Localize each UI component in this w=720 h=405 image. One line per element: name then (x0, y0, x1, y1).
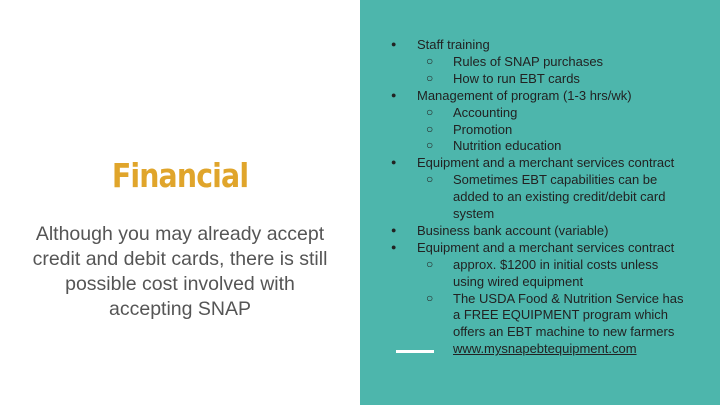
bullet-marker-hollow: ○ (426, 256, 434, 271)
bullet-marker-hollow: ○ (426, 70, 434, 85)
accent-bar (396, 350, 434, 353)
bullet-text: Sometimes EBT capabilities can be (453, 172, 658, 188)
bullet-marker-hollow: ○ (426, 104, 434, 119)
bullet-marker-hollow: ○ (426, 290, 434, 305)
bullet-marker-hollow: ○ (426, 138, 434, 153)
bullet-text: Equipment and a merchant services contract (417, 155, 675, 171)
bullet-text: Nutrition education (453, 138, 562, 154)
bullet-text: offers an EBT machine to new farmers (453, 324, 675, 340)
bullet-text: Staff training (417, 37, 490, 52)
bullet-marker-hollow: ○ (426, 53, 434, 68)
bullet-text: added to an existing credit/debit card (453, 189, 666, 205)
bullet-marker-filled: ● (391, 89, 397, 100)
bullet-text: a FREE EQUIPMENT program which (453, 307, 669, 323)
bullet-text: system (453, 206, 495, 221)
slide-subtitle: Although you may already accept credit and debit cards, there is still possible cost involved with accepting SNAP (32, 223, 328, 320)
bullet-marker-filled: ● (391, 39, 397, 49)
bullet-text: The USDA Food & Nutrition Service has (453, 290, 684, 306)
bullet-text: using wired equipment (453, 273, 584, 289)
bullet-text: Business bank account (variable) (417, 222, 609, 238)
bullet-text: Promotion (453, 121, 513, 137)
bullet-text: Accounting (453, 104, 518, 120)
bullet-marker-hollow: ○ (426, 172, 434, 187)
bullet-text: Equipment and a merchant services contract (417, 239, 675, 255)
bullet-text: approx. $1200 in initial costs unless (453, 256, 659, 272)
bullet-text: How to run EBT cards (453, 70, 580, 86)
bullet-marker-filled: ● (391, 241, 397, 252)
bullet-marker-hollow: ○ (426, 121, 434, 136)
bullet-text: Management of program (1-3 hrs/wk) (417, 87, 632, 103)
bullet-marker-filled: ● (391, 224, 397, 235)
equipment-link[interactable]: www.mysnapebtequipment.com (453, 341, 637, 357)
bullet-text: Rules of SNAP purchases (453, 53, 604, 69)
bullet-marker-filled: ● (391, 157, 397, 168)
slide-title: Financial (111, 156, 249, 195)
